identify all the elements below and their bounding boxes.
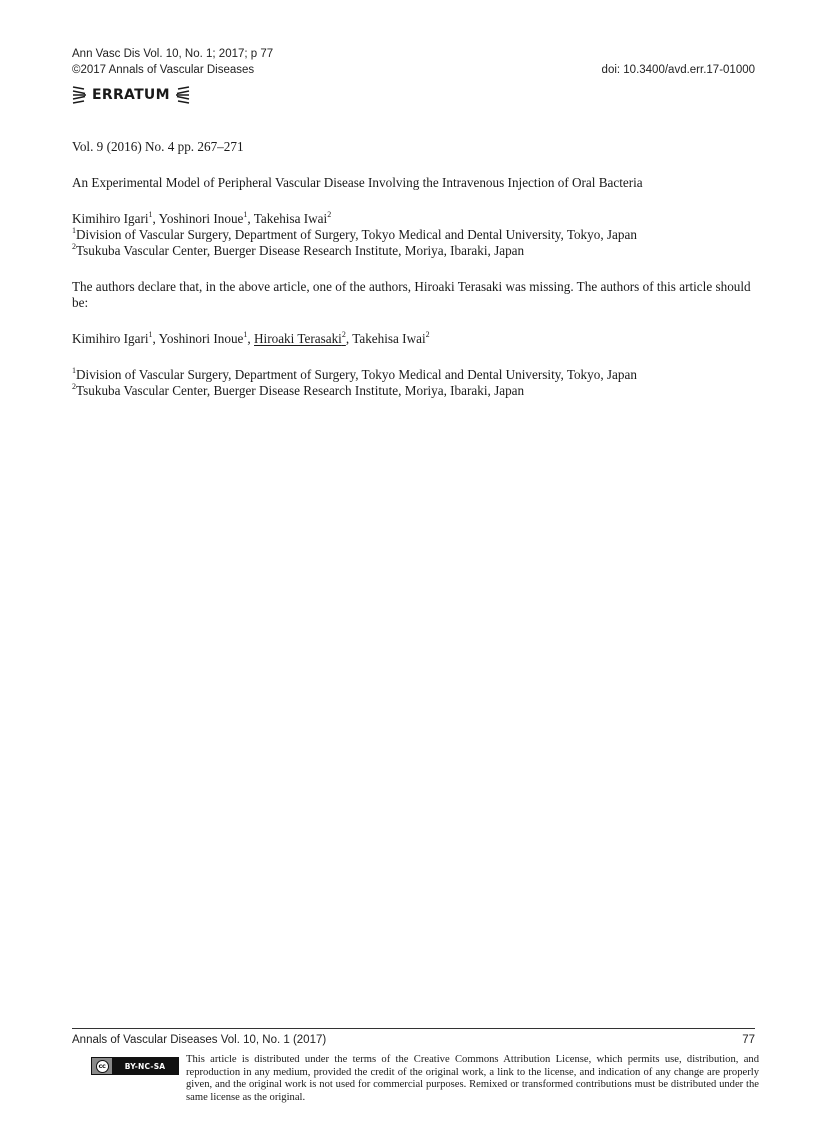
affiliation-mark: 1	[243, 329, 248, 339]
original-authors	[72, 211, 755, 227]
erratum-label: ERRATUM	[92, 87, 170, 103]
author-name: Takehisa Iwai	[253, 211, 328, 226]
footer-journal: Annals of Vascular Diseases Vol. 10, No. 1 (2017)	[72, 1034, 327, 1046]
cc-icon	[92, 1058, 112, 1074]
page-header	[72, 46, 755, 78]
author-name: Takehisa Iwai	[352, 331, 426, 346]
cc-icon-label: cc	[96, 1060, 109, 1073]
separator: ,	[247, 211, 254, 226]
affiliation-text: Tsukuba Vascular Center, Buerger Disease Research Institute, Moriya, Ibaraki, Japan	[76, 243, 525, 258]
page-number: 77	[742, 1034, 755, 1046]
affiliation-mark: 1	[148, 209, 153, 219]
correction-statement: The authors declare that, in the above article, one of the authors, Hiroaki Terasaki was missing. The authors of this article should be:	[72, 279, 751, 310]
separator: ,	[247, 331, 255, 346]
page-footer	[72, 1028, 755, 1047]
journal-line: Ann Vasc Dis Vol. 10, No. 1; 2017; p 77	[72, 48, 274, 60]
affiliation-text: Tsukuba Vascular Center, Buerger Disease Research Institute, Moriya, Ibaraki, Japan	[76, 383, 525, 398]
affiliation-mark: 2	[341, 329, 346, 339]
article-title: An Experimental Model of Peripheral Vascular Disease Involving the Intravenous Injection of Oral Bacteria	[72, 175, 643, 190]
license-text: This article is distributed under the terms of the Creative Commons Attribution License, which permits use, distribution, and reproduction in any medium, provided the credit of the original work, a link to the license, and indication of any change are properly given, and the original work is not used for commercial purposes. Remixed or transformed contributions must be distributed under the same license as the original.	[186, 1054, 759, 1103]
doi-link[interactable]: doi: 10.3400/avd.err.17-01000	[601, 64, 755, 76]
affiliation	[72, 227, 755, 243]
affiliation	[72, 383, 755, 399]
affiliation-mark: 1	[72, 365, 76, 375]
author-name: Yoshinori Inoue	[158, 211, 244, 226]
erratum-heading	[72, 84, 190, 106]
author-name: Yoshinori Inoue	[158, 331, 244, 346]
corrected-authors	[72, 331, 755, 347]
affiliation-text: Division of Vascular Surgery, Department of Surgery, Tokyo Medical and Dental University, Tokyo, Japan	[76, 227, 637, 242]
added-author-name: Hiroaki Terasaki	[254, 331, 342, 346]
affiliation-mark: 1	[243, 209, 248, 219]
affiliation-mark: 1	[72, 225, 76, 235]
author-name: Kimihiro Igari	[72, 211, 149, 226]
affiliation	[72, 367, 755, 383]
separator: ,	[152, 331, 159, 346]
license-block	[91, 1054, 759, 1104]
copyright-line: ©2017 Annals of Vascular Diseases	[72, 64, 255, 76]
left-chevrons-icon	[72, 85, 88, 105]
affiliation-mark: 2	[72, 381, 76, 391]
cc-license-badge[interactable]	[91, 1057, 179, 1075]
affiliation-mark: 2	[327, 209, 332, 219]
license-terms-label: BY-NC-SA	[124, 1061, 166, 1071]
right-chevrons-icon	[174, 85, 190, 105]
separator: ,	[345, 331, 353, 346]
citation: Vol. 9 (2016) No. 4 pp. 267–271	[72, 139, 244, 154]
affiliation-mark: 1	[148, 329, 153, 339]
affiliation	[72, 243, 755, 259]
separator: ,	[152, 211, 159, 226]
erratum-body	[72, 139, 755, 399]
affiliation-mark: 2	[425, 329, 430, 339]
affiliation-mark: 2	[72, 241, 76, 251]
author-name: Kimihiro Igari	[72, 331, 149, 346]
affiliation-text: Division of Vascular Surgery, Department of Surgery, Tokyo Medical and Dental University, Tokyo, Japan	[76, 367, 637, 382]
